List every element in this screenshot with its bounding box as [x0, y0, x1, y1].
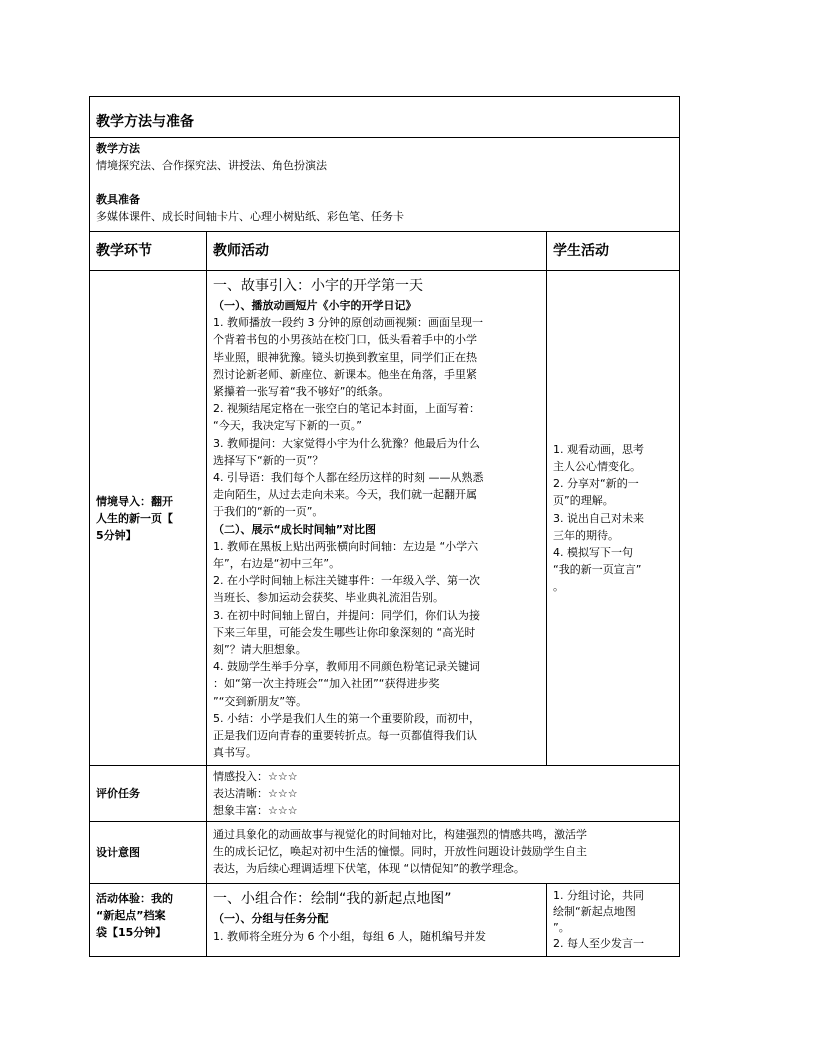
student-line: ”。 — [553, 921, 570, 935]
paragraph-line: 正是我们迈向青春的重要转折点。每一页都值得我们认 — [213, 729, 477, 743]
evaluation-row — [90, 766, 680, 822]
section2-title: 一、小组合作：绘制“我的新起点地图” — [213, 891, 452, 908]
paragraph-line: 紧攥着一张写着“我不够好”的纸条。 — [213, 385, 390, 399]
paragraph-line: 毕业照，眼神犹豫。镜头切换到教室里，同学们正在热 — [213, 350, 477, 364]
methods-body-row — [90, 138, 680, 232]
tools-title: 教具准备 — [96, 193, 140, 206]
column-header-stage: 教学环节 — [90, 232, 207, 271]
paragraph-line: 烈讨论新老师、新座位、新课本。他坐在角落，手里紧 — [213, 367, 477, 381]
student-line: 三年的期待。 — [553, 528, 619, 542]
column-header-row — [90, 232, 680, 271]
section1-stage-line: 情境导入：翻开 — [96, 494, 173, 508]
student-line: 绘制“新起点地图 — [553, 905, 636, 919]
section2-stage-line: 袋【15分钟】 — [96, 926, 167, 940]
section1-stage-line: 人生的新一页【 — [96, 511, 173, 525]
paragraph-line: ”“交到新朋友”等。 — [213, 694, 308, 708]
student-line: 1. 分组讨论，共同 — [553, 889, 644, 903]
student-line: 4. 模拟写下一句 — [553, 546, 633, 560]
design-row — [90, 822, 680, 884]
section2-subheading-1: （一）、分组与任务分配 — [213, 912, 329, 926]
paragraph-line: 2. 在小学时间轴上标注关键事件：一年级入学、第一次 — [213, 574, 480, 588]
section1-stage — [90, 271, 207, 766]
paragraph-line: 刻”？请大胆想象。 — [213, 643, 307, 657]
paragraph-line: 5. 小结：小学是我们人生的第一个重要阶段，而初中， — [213, 711, 480, 725]
paragraph-line: 4. 引导语：我们每个人都在经历这样的时刻 ——从熟悉 — [213, 471, 484, 485]
student-line: 3. 说出自己对未来 — [553, 511, 644, 525]
paragraph-line: “今天，我决定写下新的一页。” — [213, 419, 362, 433]
design-line: 通过具象化的动画故事与视觉化的时间轴对比，构建强烈的情感共鸣，激活学 — [213, 828, 587, 842]
student-line: 页”的理解。 — [553, 494, 614, 508]
section1-row — [90, 271, 680, 766]
evaluation-item: 想象丰富：☆☆☆ — [213, 804, 298, 818]
paragraph-line: 走向陌生，从过去走向未来。今天，我们就一起翻开属 — [213, 488, 477, 502]
paragraph-line: 下来三年里，可能会发生哪些让你印象深刻的 “高光时 — [213, 625, 476, 639]
student-line: 。 — [553, 580, 564, 594]
methods-text: 情境探究法、合作探究法、讲授法、角色扮演法 — [96, 159, 327, 172]
methods-title: 教学方法 — [96, 142, 140, 155]
evaluation-items — [207, 766, 680, 822]
evaluation-item: 情感投入：☆☆☆ — [213, 770, 298, 784]
methods-heading: 教学方法与准备 — [90, 97, 680, 138]
paragraph-line: 于我们的“新的一页”。 — [213, 505, 324, 519]
section2-teacher-activity — [207, 884, 547, 957]
paragraph-line: 4. 鼓励学生举手分享，教师用不同颜色粉笔记录关键词 — [213, 660, 480, 674]
section2-stage — [90, 884, 207, 957]
section2-row — [90, 884, 680, 957]
paragraph-line: 3. 教师提问：大家觉得小宇为什么犹豫？他最后为什么 — [213, 436, 480, 450]
section1-teacher-activity — [207, 271, 547, 766]
student-line: 2. 分享对“新的一 — [553, 477, 639, 491]
methods-heading-row — [90, 97, 680, 138]
section2-student-activity — [547, 884, 680, 957]
student-line: 1. 观看动画，思考 — [553, 442, 644, 456]
design-text — [207, 822, 680, 884]
student-line: 2. 每人至少发言一 — [553, 937, 644, 951]
paragraph-line: 2. 视频结尾定格在一张空白的笔记本封面，上面写着： — [213, 402, 480, 416]
student-line: “我的新一页宣言” — [553, 563, 642, 577]
paragraph-line: 1. 教师播放一段约 3 分钟的原创动画视频：画面呈现一 — [213, 316, 483, 330]
section1-title: 一、故事引入：小宇的开学第一天 — [213, 278, 423, 294]
tools-text: 多媒体课件、成长时间轴卡片、心理小树贴纸、彩色笔、任务卡 — [96, 210, 404, 223]
lesson-plan-page — [89, 96, 679, 957]
section2-stage-line: 活动体验：我的 — [96, 892, 173, 906]
section1-subheading-2: （二）、展示“成长时间轴”对比图 — [213, 522, 376, 536]
paragraph-line: 1. 教师在黑板上贴出两张横向时间轴：左边是 “小学六 — [213, 539, 479, 553]
design-line: 表达，为后续心理调适埋下伏笔，体现 “以情促知”的教学理念。 — [213, 862, 525, 876]
section1-student-activity — [547, 271, 680, 766]
design-label: 设计意图 — [90, 822, 207, 884]
paragraph-line: 选择写下“新的一页”？ — [213, 453, 324, 467]
evaluation-item: 表达清晰：☆☆☆ — [213, 787, 298, 801]
paragraph-line: 真书写。 — [213, 746, 257, 760]
section1-subheading-1: （一）、播放动画短片《小宇的开学日记》 — [213, 299, 417, 312]
column-header-student: 学生活动 — [547, 232, 680, 271]
methods-block — [90, 138, 680, 232]
student-line: 主人公心情变化。 — [553, 460, 641, 474]
paragraph-line: ：如“第一次主持班会”“加入社团”“获得进步奖 — [213, 677, 440, 691]
column-header-teacher: 教师活动 — [207, 232, 547, 271]
section2-stage-line: “新起点”档案 — [96, 909, 166, 923]
paragraph-line: 年”，右边是“初中三年”。 — [213, 557, 341, 571]
evaluation-label: 评价任务 — [90, 766, 207, 822]
lesson-plan-table — [89, 96, 680, 957]
paragraph-line: 个背着书包的小男孩站在校门口，低头看着手中的小学 — [213, 333, 477, 347]
paragraph-line: 3. 在初中时间轴上留白，并提问：同学们，你们认为接 — [213, 608, 480, 622]
design-line: 生的成长记忆，唤起对初中生活的憧憬。同时，开放性问题设计鼓励学生自主 — [213, 845, 587, 859]
paragraph-line: 当班长、参加运动会获奖、毕业典礼流泪告别。 — [213, 591, 444, 605]
section1-stage-line: 5分钟】 — [96, 528, 137, 542]
paragraph-line: 1. 教师将全班分为 6 个小组，每组 6 人，随机编号并发 — [213, 929, 486, 943]
